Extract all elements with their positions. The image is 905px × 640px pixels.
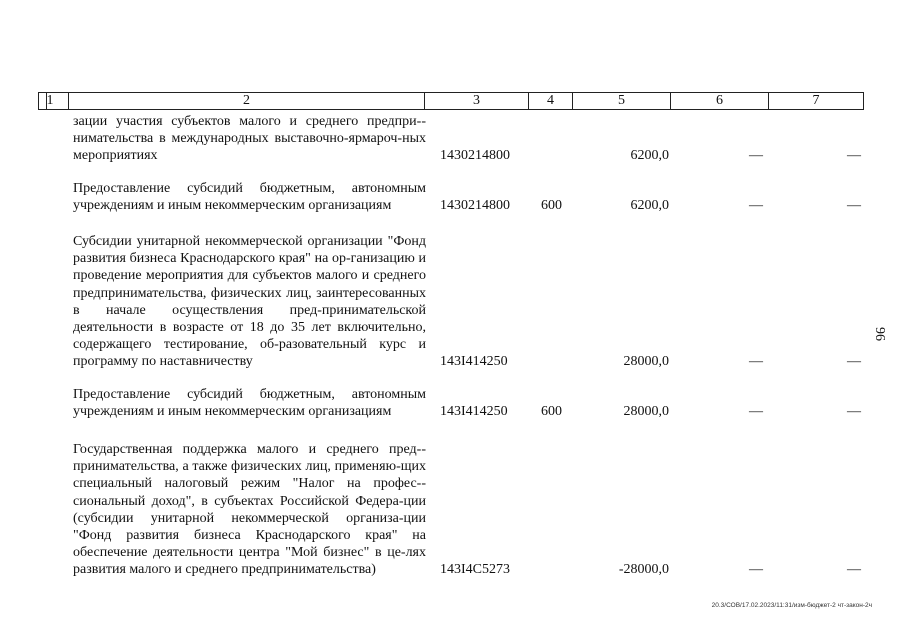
row-code: 1430214800: [440, 198, 510, 213]
row-vr: 600: [541, 198, 562, 213]
row-vr: 600: [541, 404, 562, 419]
row-col6: —: [749, 404, 763, 419]
row-code: 143I414250: [440, 354, 508, 369]
row-code: 1430214800: [440, 148, 510, 163]
row-description: Предоставление субсидий бюджетным, автономным учреждениям и иным некоммерческим организациям: [73, 387, 426, 420]
row-amount: 6200,0: [630, 198, 669, 213]
header-col-7: 7: [812, 93, 820, 108]
row-col7: —: [847, 562, 861, 577]
row-amount: -28000,0: [618, 562, 669, 577]
header-col-3: 3: [425, 93, 529, 109]
row-description: Предоставление субсидий бюджетным, автономным учреждениям и иным некоммерческим организациям: [73, 181, 426, 214]
page-number: 96: [872, 327, 887, 341]
row-description: Государственная поддержка малого и среднего пред-принимательства, а также физических лиц, применяю-щих специальный налоговый режим "Налог на профес-сиональный доход", в субъектах Российской Федера-ции (субсидии унитарной некоммерческой организа-ции "Фонд развития бизнеса Краснодарского края" на обеспечение деятельности центра "Мой бизнес" в це-лях развития малого и среднего предпринимательства): [73, 442, 426, 578]
header-col-1: 1: [39, 93, 69, 109]
header-col-4: 4: [529, 93, 573, 109]
row-col6: —: [749, 148, 763, 163]
row-col7: —: [847, 198, 861, 213]
row-col7: —: [847, 404, 861, 419]
row-col7: —: [847, 354, 861, 369]
row-col6: —: [749, 354, 763, 369]
row-description: зации участия субъектов малого и среднего предпри-нимательства в международных выставочно-ярмароч-ных мероприятиях: [73, 114, 426, 164]
footer-reference: 20.3/СОВ/17.02.2023/11:31/изм-бюджет-2 чт-закон-2ч: [711, 602, 872, 609]
row-col7: —: [847, 148, 861, 163]
header-col-2: 2: [69, 93, 425, 109]
row-amount: 6200,0: [630, 148, 669, 163]
row-col6: —: [749, 198, 763, 213]
row-amount: 28000,0: [623, 404, 669, 419]
row-amount: 28000,0: [623, 354, 669, 369]
row-description: Субсидии унитарной некоммерческой организации "Фонд развития бизнеса Краснодарского края" на ор-ганизацию и проведение мероприятия для субъектов малого и среднего предпринимательства, физических лиц, заинтересованных в начале осуществления пред-принимательской деятельности в возрасте от 18 до 35 лет включительно, содержащего тестирование, об-разовательный курс и программу по наставничеству: [73, 234, 426, 370]
row-code: 143I414250: [440, 404, 508, 419]
header-col-5: 5: [573, 93, 671, 109]
table-header: [38, 92, 864, 110]
row-col6: —: [749, 562, 763, 577]
row-code: 143I4C5273: [440, 562, 510, 577]
header-col-6: 6: [671, 93, 769, 109]
